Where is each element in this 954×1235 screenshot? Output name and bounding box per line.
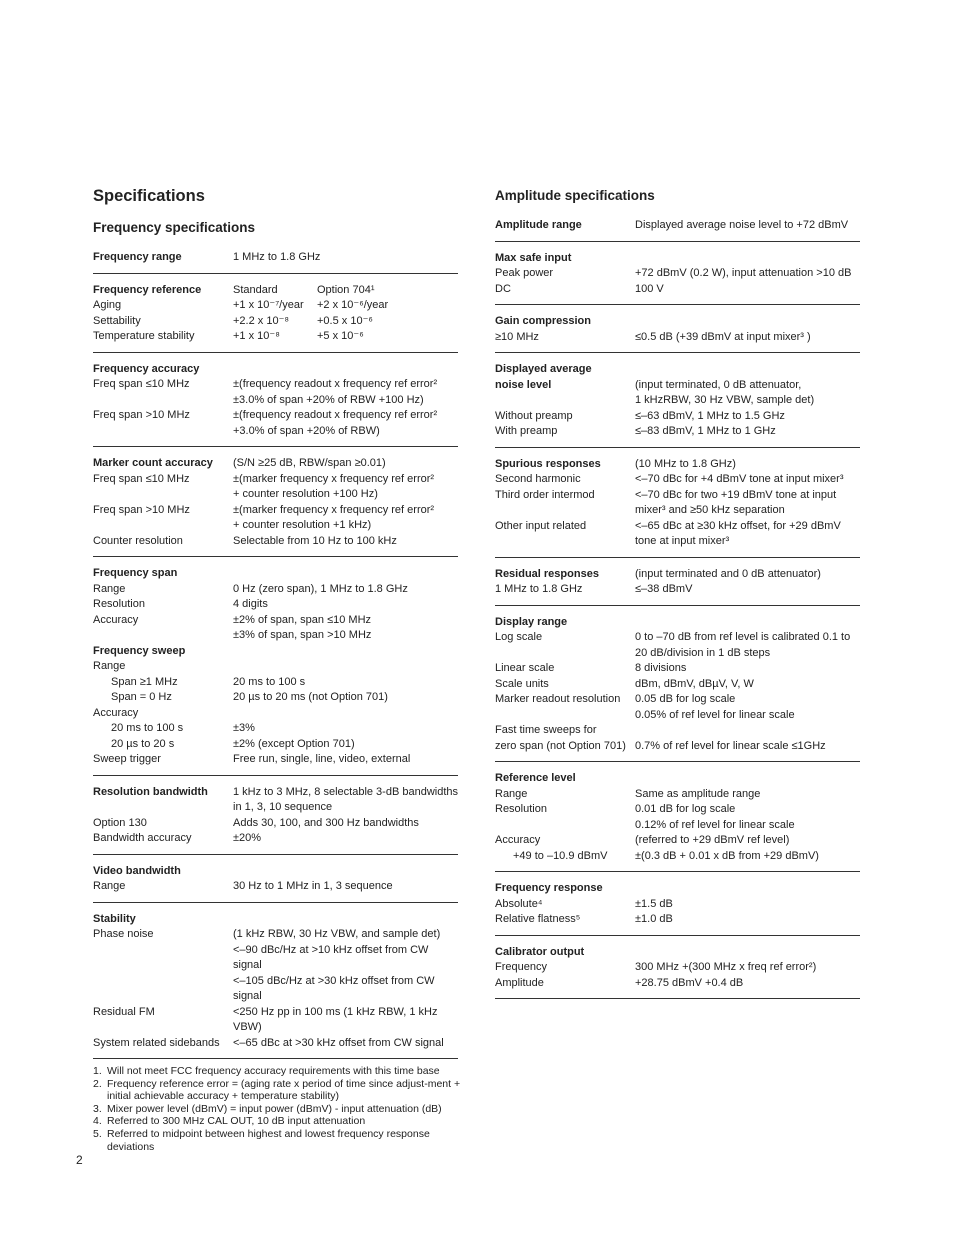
spec-label: Range bbox=[93, 582, 126, 595]
spec-value: 8 divisions bbox=[635, 662, 687, 674]
spec-label: Reference level bbox=[495, 772, 576, 784]
spec-section bbox=[495, 872, 860, 936]
spec-row bbox=[495, 708, 860, 724]
spec-value: +3.0% of span +20% of RBW) bbox=[233, 424, 380, 437]
spec-label: Displayed average bbox=[495, 363, 592, 375]
footnote-number: 4. bbox=[93, 1115, 102, 1128]
spec-value: Adds 30, 100, and 300 Hz bandwidths bbox=[233, 816, 419, 829]
spec-row bbox=[93, 816, 458, 832]
spec-label: With preamp bbox=[495, 425, 558, 437]
spec-value: <–65 dBc at ≥30 kHz offset, for +29 dBmV bbox=[635, 519, 841, 532]
spec-label: Freq span ≤10 MHz bbox=[93, 378, 190, 390]
spec-value: ±3% bbox=[233, 722, 255, 734]
spec-label: Range bbox=[93, 880, 126, 892]
spec-value: (input terminated, 0 dB attenuator, bbox=[635, 378, 802, 391]
footnote-number: 3. bbox=[93, 1102, 102, 1115]
spec-row bbox=[93, 958, 458, 974]
spec-row bbox=[93, 566, 458, 582]
spec-label: Gain compression bbox=[495, 315, 591, 327]
spec-label: Range bbox=[93, 660, 126, 672]
spec-row bbox=[495, 378, 860, 394]
spec-section bbox=[93, 903, 458, 1060]
spec-value: 300 MHz +(300 MHz x freq ref error²) bbox=[635, 961, 817, 973]
spec-row bbox=[93, 314, 458, 330]
spec-label: Fast time sweeps for bbox=[495, 724, 597, 736]
spec-value: ±(marker frequency x frequency ref error² bbox=[233, 472, 435, 485]
spec-row bbox=[93, 800, 458, 816]
footnote-number: 5. bbox=[93, 1127, 102, 1140]
spec-value: +28.75 dBmV +0.4 dB bbox=[635, 976, 744, 989]
spec-label: Phase noise bbox=[93, 928, 154, 940]
spec-value: ±(marker frequency x frequency ref error² bbox=[233, 503, 435, 516]
footnote-text: Mixer power level (dBmV) = input power (dBmV) - input attenuation (dB) bbox=[107, 1102, 442, 1115]
spec-value: 0.12% of ref level for linear scale bbox=[635, 818, 795, 831]
spec-value: ±(0.3 dB + 0.01 x dB from +29 dBmV) bbox=[635, 849, 819, 862]
spec-label: Max safe input bbox=[495, 251, 572, 264]
spec-row bbox=[495, 567, 860, 583]
spec-row bbox=[495, 582, 860, 598]
spec-section bbox=[495, 606, 860, 763]
spec-value bbox=[635, 945, 860, 961]
spec-value: ±2% of span, span ≤10 MHz bbox=[233, 613, 372, 626]
spec-value-option: +5 x 10⁻⁶ bbox=[317, 330, 364, 342]
spec-label: Frequency range bbox=[93, 251, 182, 263]
spec-value: ±20% bbox=[233, 832, 262, 844]
spec-section bbox=[93, 855, 458, 903]
spec-label: Span ≥1 MHz bbox=[111, 675, 178, 688]
spec-row bbox=[495, 424, 860, 440]
spec-row bbox=[93, 362, 458, 378]
spec-row bbox=[495, 519, 860, 535]
spec-row bbox=[495, 362, 860, 378]
spec-row bbox=[495, 771, 860, 787]
spec-row bbox=[93, 298, 458, 314]
spec-row bbox=[495, 881, 860, 897]
spec-row bbox=[495, 912, 860, 928]
spec-value: tone at input mixer³ bbox=[635, 535, 730, 547]
spec-label bbox=[495, 503, 635, 519]
spec-label: Peak power bbox=[495, 267, 554, 279]
spec-value bbox=[233, 566, 458, 582]
spec-label: +49 to –10.9 dBmV bbox=[513, 849, 608, 862]
spec-value: <–65 dBc at >30 kHz offset from CW signal bbox=[233, 1036, 444, 1049]
spec-label: Frequency accuracy bbox=[93, 362, 200, 375]
spec-row bbox=[93, 250, 458, 266]
spec-row bbox=[495, 314, 860, 330]
spec-label bbox=[93, 628, 233, 644]
spec-section bbox=[495, 936, 860, 1000]
spec-row bbox=[495, 409, 860, 425]
amplitude-column bbox=[495, 183, 860, 999]
spec-value: ±1.5 dB bbox=[635, 897, 673, 910]
spec-label: Video bandwidth bbox=[93, 864, 181, 877]
spec-label: Marker count accuracy bbox=[93, 457, 213, 469]
spec-label bbox=[495, 708, 635, 724]
spec-section bbox=[93, 274, 458, 353]
spec-row bbox=[93, 408, 458, 424]
spec-label: 20 ms to 100 s bbox=[111, 722, 184, 734]
spec-value: 0.7% of ref level for linear scale ≤1GHz bbox=[635, 739, 826, 752]
spec-label: Marker readout resolution bbox=[495, 693, 621, 705]
spec-label: DC bbox=[495, 282, 511, 295]
spec-label: Other input related bbox=[495, 519, 587, 532]
spec-value bbox=[635, 362, 860, 378]
spec-value: 0 to –70 dB from ref level is calibrated 0.1 to bbox=[635, 631, 851, 643]
footnote bbox=[93, 1078, 463, 1103]
spec-value bbox=[635, 251, 860, 267]
spec-label: Stability bbox=[93, 912, 136, 925]
spec-label: Freq span ≤10 MHz bbox=[93, 472, 190, 485]
footnote-text: Frequency reference error = (aging rate x period of time since adjust-ment + initial achievable accuracy + temperature stability) bbox=[107, 1077, 461, 1103]
spec-value: ≤0.5 dB (+39 dBmV at input mixer³ ) bbox=[635, 330, 811, 343]
spec-label: zero span (not Option 701) bbox=[495, 739, 626, 752]
spec-value: ≤–38 dBmV bbox=[635, 583, 693, 595]
spec-label: 20 µs to 20 s bbox=[111, 737, 175, 750]
spec-label: Range bbox=[495, 787, 528, 800]
spec-row bbox=[495, 849, 860, 865]
spec-label: Calibrator output bbox=[495, 945, 585, 958]
footnote-number: 2. bbox=[93, 1077, 102, 1090]
spec-section bbox=[93, 557, 458, 776]
spec-label: Accuracy bbox=[93, 613, 139, 626]
spec-label bbox=[93, 393, 233, 409]
spec-row bbox=[93, 393, 458, 409]
spec-value: 20 dB/division in 1 dB steps bbox=[635, 646, 771, 659]
spec-label: Frequency bbox=[495, 961, 547, 973]
spec-value: ≤–63 dBmV, 1 MHz to 1.5 GHz bbox=[635, 409, 785, 422]
spec-row bbox=[93, 597, 458, 613]
spec-value: (S/N ≥25 dB, RBW/span ≥0.01) bbox=[233, 457, 386, 469]
page-title: Specifications bbox=[93, 187, 205, 205]
spec-value: 1 kHzRBW, 30 Hz VBW, sample det) bbox=[635, 394, 815, 406]
spec-value bbox=[233, 659, 458, 675]
spec-value: Displayed average noise level to +72 dBmV bbox=[635, 219, 849, 231]
spec-value: + counter resolution +1 kHz) bbox=[233, 519, 372, 531]
spec-row bbox=[93, 690, 458, 706]
spec-value: signal bbox=[233, 990, 262, 1002]
footnote-text: Referred to midpoint between highest and lowest frequency response deviations bbox=[107, 1127, 430, 1153]
footnote bbox=[93, 1115, 463, 1128]
spec-section bbox=[495, 242, 860, 306]
spec-value: 0.01 dB for log scale bbox=[635, 803, 736, 815]
spec-value: 4 digits bbox=[233, 598, 268, 610]
spec-label: Second harmonic bbox=[495, 473, 581, 485]
spec-value: (10 MHz to 1.8 GHz) bbox=[635, 457, 736, 470]
spec-value-option: +0.5 x 10⁻⁶ bbox=[317, 314, 373, 327]
spec-value: 20 µs to 20 ms (not Option 701) bbox=[233, 691, 388, 703]
spec-row bbox=[93, 472, 458, 488]
spec-label: Linear scale bbox=[495, 662, 555, 674]
spec-row bbox=[495, 833, 860, 849]
spec-row bbox=[495, 251, 860, 267]
spec-label: Counter resolution bbox=[93, 534, 183, 547]
spec-value: <250 Hz pp in 100 ms (1 kHz RBW, 1 kHz bbox=[233, 1005, 438, 1018]
spec-value: dBm, dBmV, dBµV, V, W bbox=[635, 677, 754, 690]
spec-row bbox=[495, 615, 860, 631]
spec-label: Sweep trigger bbox=[93, 753, 161, 765]
spec-row bbox=[93, 879, 458, 895]
spec-row bbox=[93, 377, 458, 393]
spec-section bbox=[495, 448, 860, 558]
spec-row bbox=[93, 456, 458, 472]
spec-row bbox=[93, 659, 458, 675]
spec-label bbox=[93, 424, 233, 440]
spec-value: 1 MHz to 1.8 GHz bbox=[233, 251, 321, 263]
spec-row bbox=[93, 974, 458, 990]
spec-value: Standard bbox=[233, 283, 278, 296]
spec-value bbox=[635, 615, 860, 631]
spec-value bbox=[635, 723, 860, 739]
spec-value: ±3% of span, span >10 MHz bbox=[233, 629, 372, 641]
spec-label bbox=[93, 958, 233, 974]
footnote-text: Will not meet FCC frequency accuracy requirements with this time base bbox=[107, 1065, 440, 1077]
spec-value: Same as amplitude range bbox=[635, 787, 761, 800]
spec-label: Without preamp bbox=[495, 409, 573, 422]
spec-row bbox=[93, 912, 458, 928]
spec-row bbox=[495, 646, 860, 662]
spec-value bbox=[635, 771, 860, 787]
footnotes bbox=[93, 1065, 463, 1153]
spec-value: 0.05% of ref level for linear scale bbox=[635, 708, 795, 721]
spec-row bbox=[93, 737, 458, 753]
footnote-text: Referred to 300 MHz CAL OUT, 10 dB input attenuation bbox=[107, 1115, 366, 1128]
spec-section bbox=[495, 558, 860, 606]
spec-label: Residual FM bbox=[93, 1005, 155, 1018]
spec-label: Span = 0 Hz bbox=[111, 691, 172, 703]
spec-label bbox=[93, 800, 233, 816]
spec-row bbox=[93, 785, 458, 801]
spec-value bbox=[233, 912, 458, 928]
spec-section bbox=[93, 353, 458, 448]
spec-row bbox=[495, 630, 860, 646]
spec-label: Frequency response bbox=[495, 882, 603, 894]
spec-value: +1 x 10⁻⁷/year bbox=[233, 299, 304, 311]
spec-row bbox=[93, 487, 458, 503]
spec-row bbox=[93, 752, 458, 768]
spec-value: mixer³ and ≥50 kHz separation bbox=[635, 504, 785, 516]
spec-value: ±(frequency readout x frequency ref error² bbox=[233, 378, 438, 390]
spec-row bbox=[495, 692, 860, 708]
spec-value: ±2% (except Option 701) bbox=[233, 737, 355, 750]
footnote bbox=[93, 1065, 463, 1078]
spec-row bbox=[495, 739, 860, 755]
spec-row bbox=[495, 960, 860, 976]
footnote-number: 1. bbox=[93, 1065, 102, 1077]
frequency-heading: Frequency specifications bbox=[93, 220, 256, 235]
spec-value: (referred to +29 dBmV ref level) bbox=[635, 834, 790, 846]
spec-value bbox=[233, 362, 458, 378]
spec-value: ±3.0% of span +20% of RBW +100 Hz) bbox=[233, 393, 424, 406]
spec-label: Freq span >10 MHz bbox=[93, 409, 190, 421]
spec-label bbox=[495, 818, 635, 834]
spec-label: Bandwidth accuracy bbox=[93, 832, 192, 844]
spec-label: 1 MHz to 1.8 GHz bbox=[495, 583, 583, 595]
spec-row bbox=[495, 802, 860, 818]
spec-label bbox=[93, 974, 233, 990]
spec-label bbox=[93, 1020, 233, 1036]
spec-value-option: Option 704¹ bbox=[317, 283, 375, 296]
spec-section bbox=[495, 353, 860, 448]
spec-label: Display range bbox=[495, 615, 568, 628]
spec-label: Log scale bbox=[495, 631, 543, 643]
spec-row bbox=[93, 721, 458, 737]
spec-label: Accuracy bbox=[495, 834, 541, 846]
spec-row bbox=[93, 831, 458, 847]
spec-row bbox=[495, 330, 860, 346]
spec-value: Free run, single, line, video, external bbox=[233, 753, 411, 765]
frequency-column bbox=[93, 183, 458, 1059]
spec-section bbox=[495, 762, 860, 872]
spec-row bbox=[495, 472, 860, 488]
spec-value: 30 Hz to 1 MHz in 1, 3 sequence bbox=[233, 880, 393, 892]
spec-value: 0 Hz (zero span), 1 MHz to 1.8 GHz bbox=[233, 582, 408, 595]
spec-label: Residual responses bbox=[495, 567, 599, 580]
spec-row bbox=[495, 787, 860, 803]
spec-value: ≤–83 dBmV, 1 MHz to 1 GHz bbox=[635, 425, 776, 437]
spec-row bbox=[93, 283, 458, 299]
spec-label: Spurious responses bbox=[495, 457, 601, 470]
spec-value bbox=[635, 881, 860, 897]
spec-row bbox=[495, 266, 860, 282]
spec-value: +2.2 x 10⁻⁸ bbox=[233, 314, 290, 327]
spec-label: ≥10 MHz bbox=[495, 330, 539, 343]
spec-label bbox=[495, 534, 635, 550]
spec-label: Amplitude bbox=[495, 976, 544, 989]
spec-row bbox=[495, 488, 860, 504]
spec-label: Settability bbox=[93, 314, 141, 327]
page-number: 2 bbox=[76, 1153, 83, 1167]
spec-section bbox=[495, 305, 860, 353]
spec-row bbox=[93, 1020, 458, 1036]
spec-value bbox=[233, 864, 458, 880]
spec-section bbox=[93, 241, 458, 274]
spec-label: Absolute⁴ bbox=[495, 897, 543, 910]
spec-label: Frequency reference bbox=[93, 283, 202, 296]
spec-row bbox=[93, 989, 458, 1005]
spec-row bbox=[93, 943, 458, 959]
spec-value: signal bbox=[233, 959, 262, 971]
spec-value: 0.05 dB for log scale bbox=[635, 693, 736, 705]
spec-row bbox=[495, 818, 860, 834]
spec-label: Frequency sweep bbox=[93, 644, 186, 657]
spec-row bbox=[495, 897, 860, 913]
spec-row bbox=[93, 329, 458, 345]
spec-row bbox=[93, 1005, 458, 1021]
spec-row bbox=[93, 864, 458, 880]
spec-label bbox=[93, 487, 233, 503]
spec-row bbox=[495, 677, 860, 693]
spec-label bbox=[495, 393, 635, 409]
spec-row bbox=[93, 534, 458, 550]
spec-row bbox=[93, 503, 458, 519]
spec-value: VBW) bbox=[233, 1021, 262, 1033]
spec-value: Selectable from 10 Hz to 100 kHz bbox=[233, 534, 397, 547]
spec-value-option: +2 x 10⁻⁶/year bbox=[317, 299, 389, 311]
amplitude-spec-table bbox=[495, 209, 860, 999]
spec-label: Resolution bbox=[93, 598, 145, 610]
spec-value: (input terminated and 0 dB attenuator) bbox=[635, 567, 821, 580]
spec-value bbox=[635, 314, 860, 330]
spec-label: Accuracy bbox=[93, 706, 139, 719]
spec-value: +72 dBmV (0.2 W), input attenuation >10 dB bbox=[635, 267, 852, 279]
spec-row bbox=[495, 282, 860, 298]
spec-label: Relative flatness⁵ bbox=[495, 913, 581, 925]
footnote bbox=[93, 1103, 463, 1116]
spec-value bbox=[233, 706, 458, 722]
spec-value: +1 x 10⁻⁸ bbox=[233, 330, 280, 342]
frequency-spec-table bbox=[93, 241, 458, 1059]
spec-label: Amplitude range bbox=[495, 219, 582, 231]
spec-label: Resolution bandwidth bbox=[93, 785, 208, 798]
spec-label: System related sidebands bbox=[93, 1036, 220, 1049]
spec-row bbox=[93, 644, 458, 660]
spec-section bbox=[495, 209, 860, 242]
spec-label: Scale units bbox=[495, 677, 549, 690]
spec-row bbox=[93, 706, 458, 722]
amplitude-heading: Amplitude specifications bbox=[495, 188, 655, 203]
spec-row bbox=[495, 218, 860, 234]
spec-value: (1 kHz RBW, 30 Hz VBW, and sample det) bbox=[233, 928, 441, 940]
spec-row bbox=[93, 628, 458, 644]
spec-value: 1 kHz to 3 MHz, 8 selectable 3-dB bandwidths bbox=[233, 785, 459, 798]
spec-row bbox=[495, 976, 860, 992]
spec-label bbox=[93, 943, 233, 959]
spec-row bbox=[93, 518, 458, 534]
spec-row bbox=[495, 945, 860, 961]
spec-row bbox=[495, 723, 860, 739]
spec-row bbox=[495, 393, 860, 409]
spec-label: Resolution bbox=[495, 803, 547, 815]
spec-label: Option 130 bbox=[93, 816, 147, 829]
spec-row bbox=[93, 424, 458, 440]
spec-label bbox=[93, 518, 233, 534]
spec-value bbox=[233, 644, 458, 660]
spec-row bbox=[495, 503, 860, 519]
spec-value: ±1.0 dB bbox=[635, 913, 673, 925]
spec-label: Freq span >10 MHz bbox=[93, 503, 190, 516]
footnote bbox=[93, 1128, 463, 1153]
spec-row bbox=[93, 675, 458, 691]
spec-value: ±(frequency readout x frequency ref error² bbox=[233, 409, 438, 421]
spec-value: 20 ms to 100 s bbox=[233, 675, 306, 688]
spec-value: <–105 dBc/Hz at >30 kHz offset from CW bbox=[233, 974, 435, 987]
spec-row bbox=[93, 927, 458, 943]
spec-label: Third order intermod bbox=[495, 488, 595, 501]
spec-row bbox=[93, 1036, 458, 1052]
spec-value: + counter resolution +100 Hz) bbox=[233, 488, 378, 500]
spec-value: <–70 dBc for two +19 dBmV tone at input bbox=[635, 488, 837, 501]
spec-section bbox=[93, 776, 458, 855]
spec-row bbox=[93, 582, 458, 598]
spec-row bbox=[93, 613, 458, 629]
spec-label: Aging bbox=[93, 299, 122, 311]
spec-row bbox=[495, 534, 860, 550]
spec-value: <–70 dBc for +4 dBmV tone at input mixer³ bbox=[635, 473, 844, 485]
spec-section bbox=[93, 447, 458, 557]
spec-label: noise level bbox=[495, 378, 552, 391]
spec-value: <–90 dBc/Hz at >10 kHz offset from CW bbox=[233, 943, 429, 956]
spec-row bbox=[495, 457, 860, 473]
spec-row bbox=[495, 661, 860, 677]
spec-label bbox=[93, 989, 233, 1005]
spec-value: 100 V bbox=[635, 282, 664, 295]
spec-label: Frequency span bbox=[93, 567, 178, 579]
spec-label bbox=[495, 646, 635, 662]
spec-label: Temperature stability bbox=[93, 330, 195, 342]
spec-value: in 1, 3, 10 sequence bbox=[233, 801, 333, 813]
